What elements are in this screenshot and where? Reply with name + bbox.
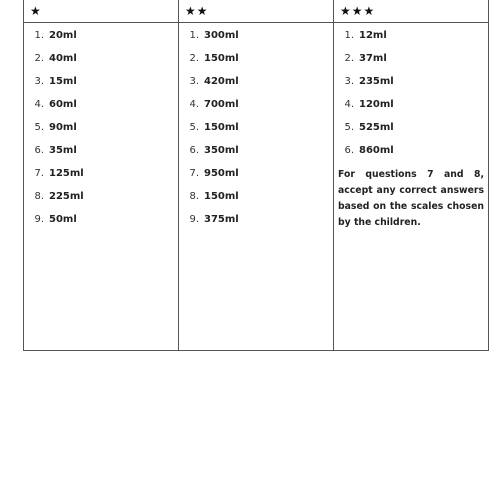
answer-value: 90ml [49, 122, 77, 133]
list-item [24, 190, 178, 213]
scales-note: For questions 7 and 8, accept any correct answers based on the scales chosen by the children. [338, 169, 484, 228]
answer-value: 60ml [49, 99, 77, 110]
answer-value: 40ml [49, 53, 77, 64]
two-star-answer-list [179, 29, 333, 236]
list-item [24, 98, 178, 121]
two-star-column [179, 23, 334, 351]
list-item [179, 144, 333, 167]
answer-number: 1. [189, 30, 199, 41]
answer-number: 1. [34, 30, 44, 41]
answer-number: 5. [189, 122, 199, 133]
three-star-column [334, 23, 489, 351]
list-item [179, 213, 333, 236]
one-star-column [24, 23, 179, 351]
answer-value: 225ml [49, 191, 84, 202]
answer-value: 20ml [49, 30, 77, 41]
answer-value: 375ml [204, 214, 239, 225]
answer-number: 3. [189, 76, 199, 87]
answer-value: 420ml [204, 76, 239, 87]
list-item [179, 121, 333, 144]
answer-number: 4. [189, 99, 199, 110]
list-item [24, 167, 178, 190]
list-item [24, 121, 178, 144]
answer-number: 1. [344, 30, 354, 41]
one-star-header: ★ [24, 0, 179, 23]
answer-value: 12ml [359, 30, 387, 41]
list-item [334, 144, 488, 167]
answer-number: 7. [189, 168, 199, 179]
list-item [334, 29, 488, 52]
answer-value: 150ml [204, 53, 239, 64]
answer-value: 700ml [204, 99, 239, 110]
answer-value: 125ml [49, 168, 84, 179]
list-item [24, 75, 178, 98]
answer-value: 37ml [359, 53, 387, 64]
answer-number: 5. [34, 122, 44, 133]
three-star-answer-list [334, 29, 488, 167]
answer-value: 235ml [359, 76, 394, 87]
answer-number: 3. [34, 76, 44, 87]
answer-number: 6. [34, 145, 44, 156]
list-item [334, 75, 488, 98]
list-item [24, 29, 178, 52]
answer-number: 8. [34, 191, 44, 202]
list-item [334, 121, 488, 144]
list-item [24, 52, 178, 75]
list-item [334, 52, 488, 75]
list-item [179, 98, 333, 121]
answer-value: 950ml [204, 168, 239, 179]
three-star-header: ★★★ [334, 0, 489, 23]
list-item [24, 213, 178, 236]
list-item [179, 52, 333, 75]
answer-number: 6. [344, 145, 354, 156]
answer-number: 4. [344, 99, 354, 110]
header-row [24, 0, 489, 23]
answer-value: 300ml [204, 30, 239, 41]
answer-value: 150ml [204, 191, 239, 202]
list-item [24, 144, 178, 167]
answer-number: 2. [344, 53, 354, 64]
answer-number: 6. [189, 145, 199, 156]
answer-value: 35ml [49, 145, 77, 156]
answer-value: 860ml [359, 145, 394, 156]
two-star-header: ★★ [179, 0, 334, 23]
answer-value: 15ml [49, 76, 77, 87]
answer-number: 7. [34, 168, 44, 179]
answers-row [24, 23, 489, 351]
list-item [179, 75, 333, 98]
answer-value: 350ml [204, 145, 239, 156]
answer-number: 8. [189, 191, 199, 202]
list-item [334, 98, 488, 121]
answer-number: 5. [344, 122, 354, 133]
answer-value: 525ml [359, 122, 394, 133]
answer-number: 2. [34, 53, 44, 64]
list-item [179, 29, 333, 52]
answer-value: 120ml [359, 99, 394, 110]
answer-table [23, 0, 489, 351]
answer-value: 150ml [204, 122, 239, 133]
answer-number: 9. [189, 214, 199, 225]
answer-number: 2. [189, 53, 199, 64]
list-item [179, 167, 333, 190]
answer-number: 3. [344, 76, 354, 87]
answer-value: 50ml [49, 214, 77, 225]
list-item [179, 190, 333, 213]
one-star-answer-list [24, 29, 178, 236]
answer-number: 9. [34, 214, 44, 225]
answer-number: 4. [34, 99, 44, 110]
